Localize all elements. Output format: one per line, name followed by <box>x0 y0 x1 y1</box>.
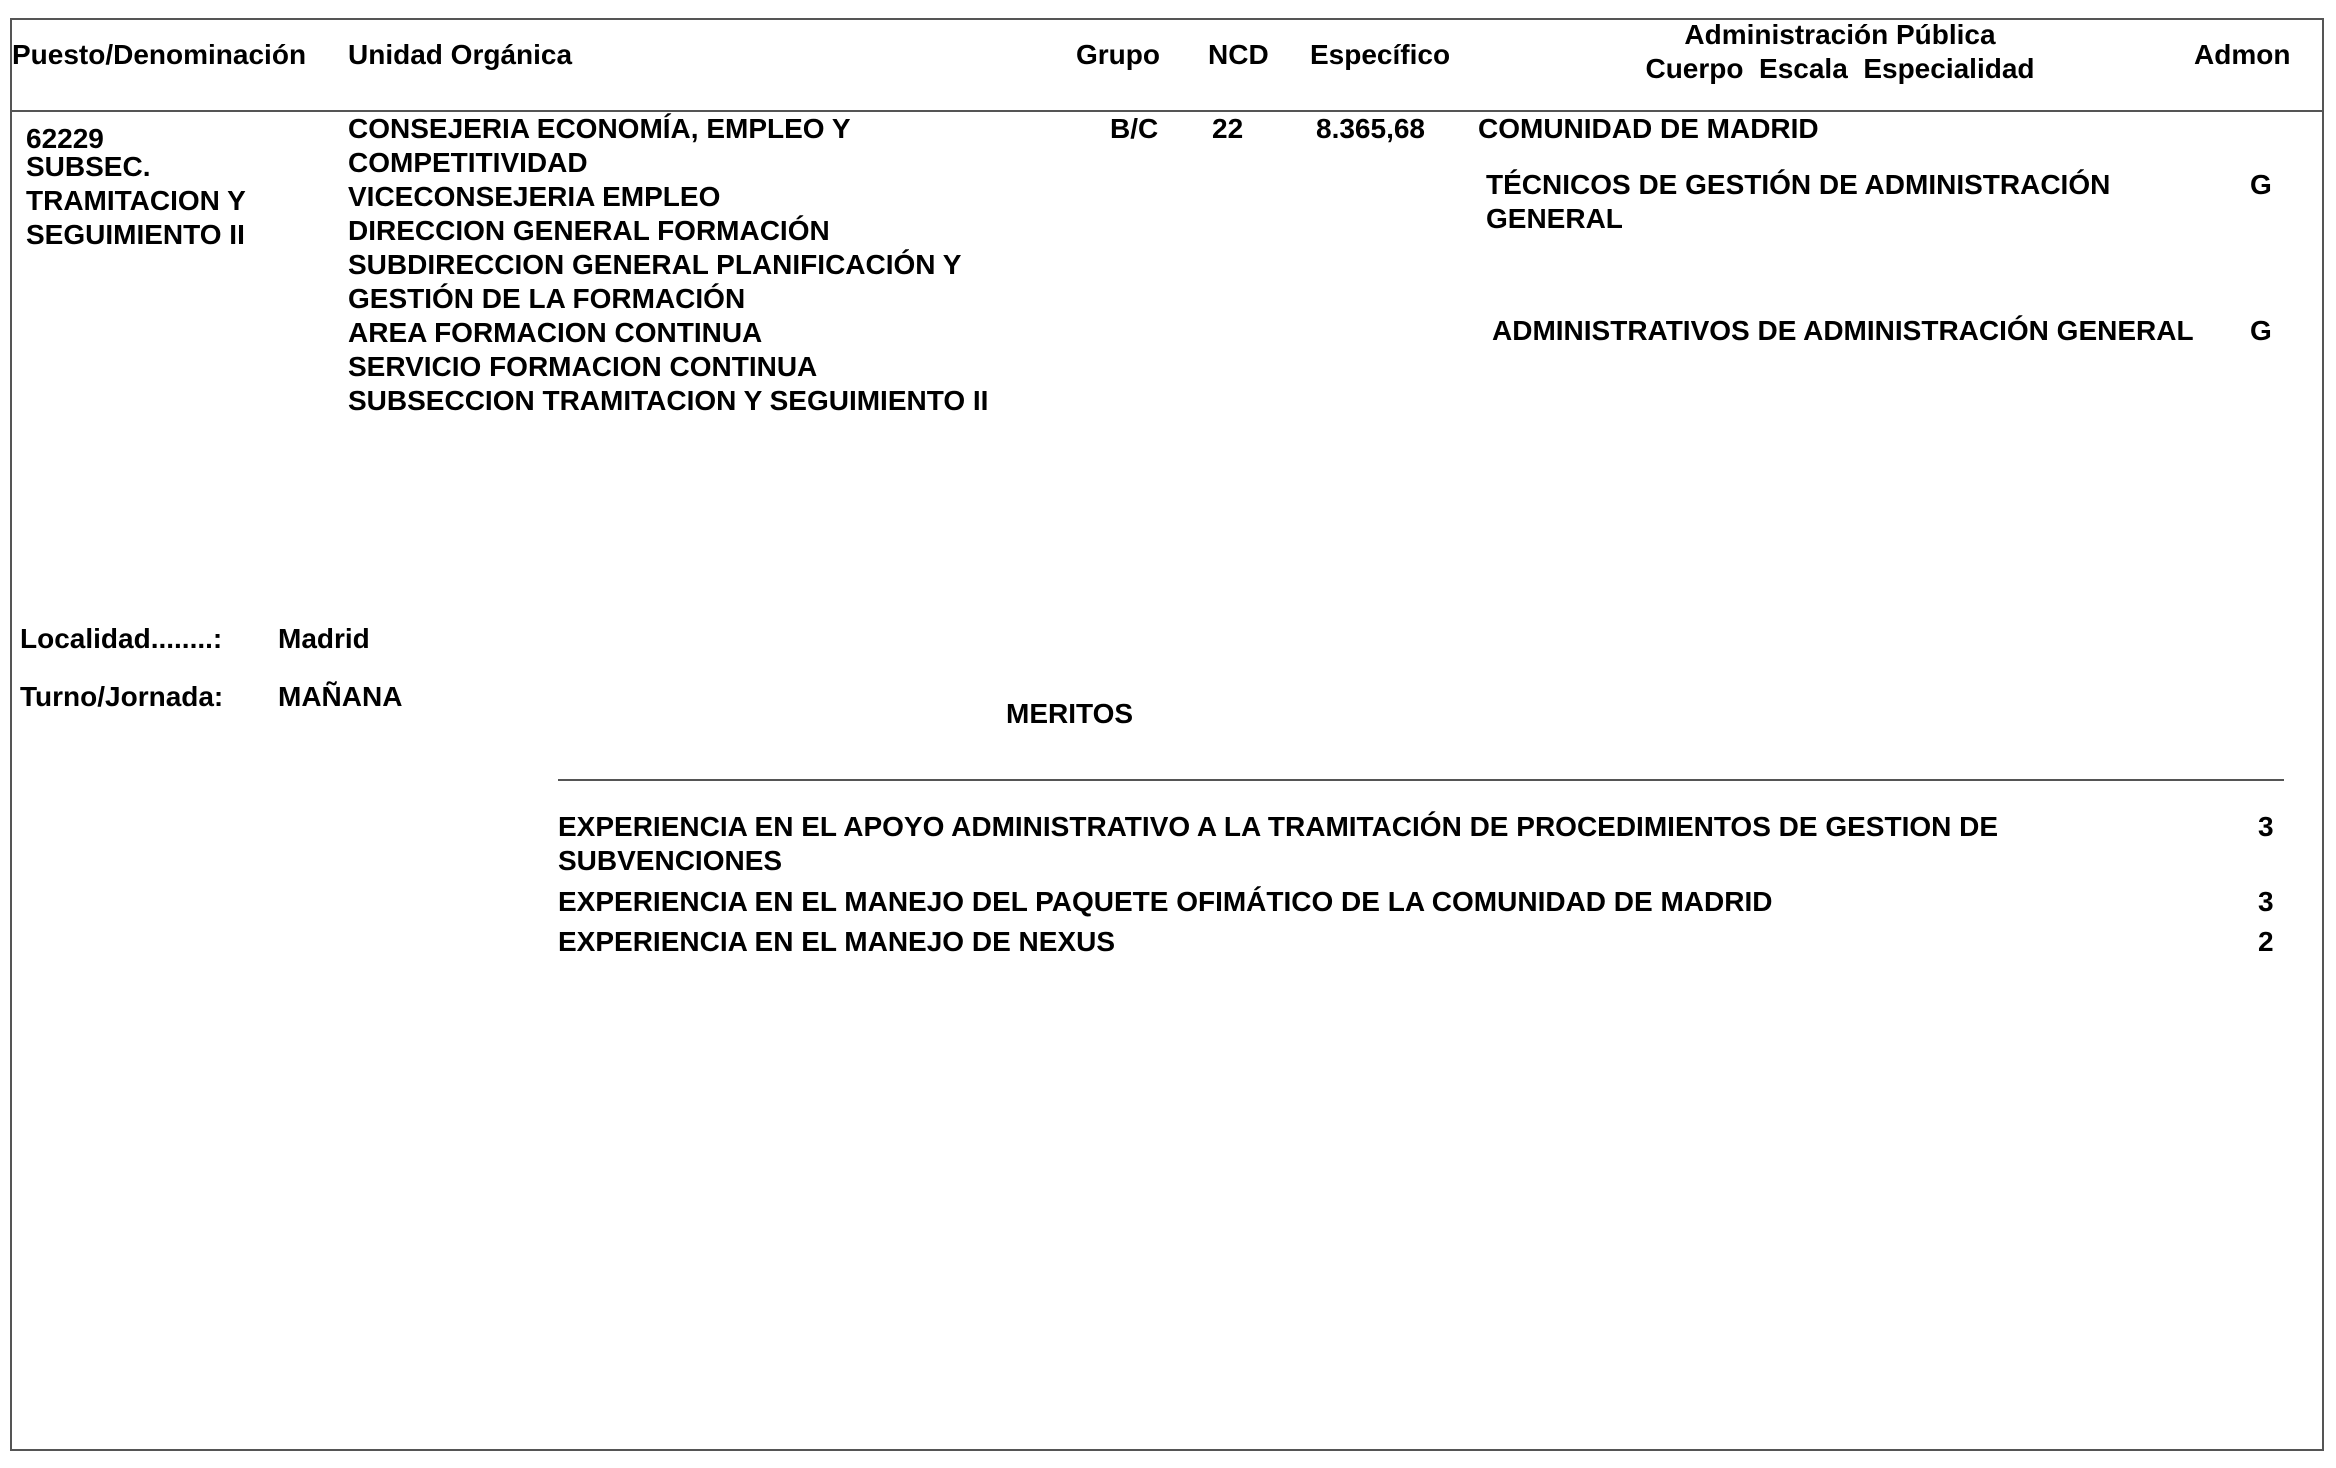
unidad-organica <box>348 112 988 418</box>
cuerpo-line: GENERAL <box>1486 203 1623 234</box>
unidad-line: VICECONSEJERIA EMPLEO <box>348 181 721 212</box>
unidad-line: SERVICIO FORMACION CONTINUA <box>348 351 818 382</box>
cuerpo-entry <box>1486 168 2110 236</box>
turno-value: MAÑANA <box>278 681 403 712</box>
header-ncd: NCD <box>1208 39 1269 70</box>
unidad-line: AREA FORMACION CONTINUA <box>348 317 763 348</box>
header-admin-publica: Administración Pública <box>1684 19 1996 50</box>
merito-points: 2 <box>2258 926 2274 957</box>
unidad-line: CONSEJERIA ECONOMÍA, EMPLEO Y <box>348 113 851 144</box>
especifico-value: 8.365,68 <box>1316 113 1425 144</box>
cuerpo-line: TÉCNICOS DE GESTIÓN DE ADMINISTRACIÓN <box>1486 169 2111 200</box>
turno-label: Turno/Jornada: <box>20 681 224 712</box>
ncd-value: 22 <box>1212 113 1244 144</box>
puesto-denominacion <box>26 150 246 252</box>
merito-line: SUBVENCIONES <box>558 845 783 876</box>
grupo-value: B/C <box>1110 113 1159 144</box>
unidad-line: GESTIÓN DE LA FORMACIÓN <box>348 283 746 314</box>
denominacion-line: SEGUIMIENTO II <box>26 219 245 250</box>
cuerpo-admon: G <box>2250 315 2272 346</box>
header-puesto: Puesto/Denominación <box>12 39 307 70</box>
merito-line: EXPERIENCIA EN EL MANEJO DEL PAQUETE OFIMÁTICO DE LA COMUNIDAD DE MADRID <box>558 886 1773 917</box>
unidad-line: SUBSECCION TRAMITACION Y SEGUIMIENTO II <box>348 385 989 416</box>
denominacion-line: SUBSEC. <box>26 151 151 182</box>
administracion-value: COMUNIDAD DE MADRID <box>1478 113 1819 144</box>
merito-item <box>558 925 1115 959</box>
unidad-line: COMPETITIVIDAD <box>348 147 588 178</box>
merito-line: EXPERIENCIA EN EL APOYO ADMINISTRATIVO A LA TRAMITACIÓN DE PROCEDIMIENTOS DE GESTION DE <box>558 811 1999 842</box>
merito-item <box>558 810 2118 878</box>
unidad-line: DIRECCION GENERAL FORMACIÓN <box>348 215 830 246</box>
header-unidad: Unidad Orgánica <box>348 39 573 70</box>
denominacion-line: TRAMITACION Y <box>26 185 246 216</box>
cuerpo-admon: G <box>2250 169 2272 200</box>
puesto-codigo: 62229 <box>26 123 104 154</box>
header-grupo: Grupo <box>1076 39 1160 70</box>
merito-line: EXPERIENCIA EN EL MANEJO DE NEXUS <box>558 926 1116 957</box>
header-admon: Admon <box>2194 39 2291 70</box>
cuerpo-line: ADMINISTRATIVOS DE ADMINISTRACIÓN GENERAL <box>1492 315 2194 346</box>
cuerpo-entry <box>1492 314 2194 348</box>
header-cuerpo-escala: Cuerpo Escala Especialidad <box>1645 53 2035 84</box>
localidad-value: Madrid <box>278 623 370 654</box>
header-especifico: Específico <box>1310 39 1451 70</box>
merito-item <box>558 885 1772 919</box>
localidad-label: Localidad........: <box>20 623 223 654</box>
meritos-divider <box>558 779 2284 781</box>
unidad-line: SUBDIRECCION GENERAL PLANIFICACIÓN Y <box>348 249 962 280</box>
merito-points: 3 <box>2258 811 2274 842</box>
meritos-title: MERITOS <box>1006 698 1134 729</box>
merito-points: 3 <box>2258 886 2274 917</box>
